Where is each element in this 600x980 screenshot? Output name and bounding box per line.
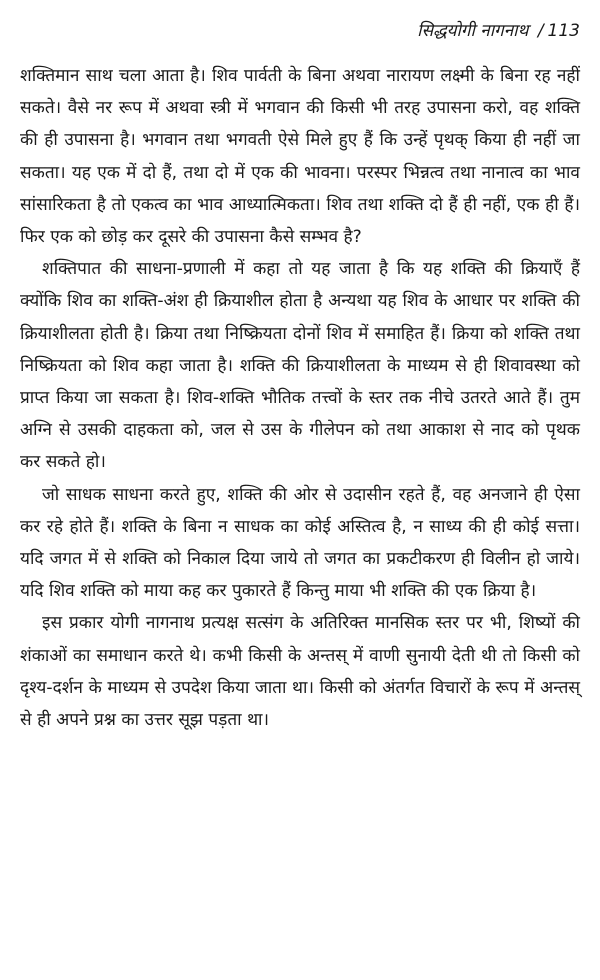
header-separator: / <box>537 21 544 41</box>
paragraph-3: जो साधक साधना करते हुए, शक्ति की ओर से उदासीन रहते हैं, वह अनजाने ही ऐसा कर रहे होते हैं। शक्ति के बिना न साधक का कोई अस्तित्व है, न साध्य की ही कोई सत्ता। यदि जगत में से शक्ति को निकाल दिया जाये तो जगत का प्रकटीकरण ही विलीन हो जाये। यदि शिव शक्ति को माया कह कर पुकारते हैं किन्तु माया भी शक्ति की एक क्रिया है। <box>20 484 580 602</box>
paragraph-4: इस प्रकार योगी नागनाथ प्रत्यक्ष सत्संग के अतिरिक्त मानसिक स्तर पर भी, शिष्यों की शंकाओं का समाधान करते थे। कभी किसी के अन्तस् में वाणी सुनायी देती थी तो किसी को दृश्य-दर्शन के माध्यम से उपदेश किया जाता था। किसी को अंतर्गत विचारों के रूप में अन्तस् से ही अपने प्रश्न का उत्तर सूझ पड़ता था। <box>20 613 580 731</box>
page-number: 113 <box>547 21 580 41</box>
paragraph-2: शक्तिपात की साधना-प्रणाली में कहा तो यह जाता है कि यह शक्ति की क्रियाएँ हैं क्योंकि शिव का शक्ति-अंश ही क्रियाशील होता है अन्यथा यह शिव के आधार पर शक्ति की क्रियाशीलता होती है। क्रिया तथा निष्क्रियता दोनों शिव में समाहित हैं। क्रिया को शक्ति तथा निष्क्रियता को शिव कहा जाता है। शक्ति की क्रियाशीलता के माध्यम से ही शिवावस्था को प्राप्त किया जा सकता है। शिव-शक्ति भौतिक तत्त्वों के स्तर तक नीचे उतरते आते हैं। तुम अग्नि से उसकी दाहकता को, जल से उस के गीलेपन को तथा आकाश से नाद को पृथक कर सकते हो। <box>20 259 580 473</box>
paragraph-1: शक्तिमान साथ चला आता है। शिव पार्वती के बिना अथवा नारायण लक्ष्मी के बिना रह नहीं सकते। वैसे नर रूप में अथवा स्त्री में भगवान की किसी भी तरह उपासना करो, वह शक्ति की ही उपासना है। भगवान तथा भगवती ऐसे मिले हुए हैं कि उन्हें पृथक् किया ही नहीं जा सकता। यह एक में दो हैं, तथा दो में एक की भावना। परस्पर भिन्नत्व तथा नानात्व का भाव सांसारिकता है तो एकत्व का भाव आध्यात्मिकता। शिव तथा शक्ति दो हैं ही नहीं, एक ही हैं। फिर एक को छोड़ कर दूसरे की उपासना कैसे सम्भव है? <box>20 66 580 248</box>
running-header <box>417 18 580 41</box>
page-body <box>20 60 580 736</box>
book-title: सिद्धयोगी नागनाथ <box>417 21 529 41</box>
